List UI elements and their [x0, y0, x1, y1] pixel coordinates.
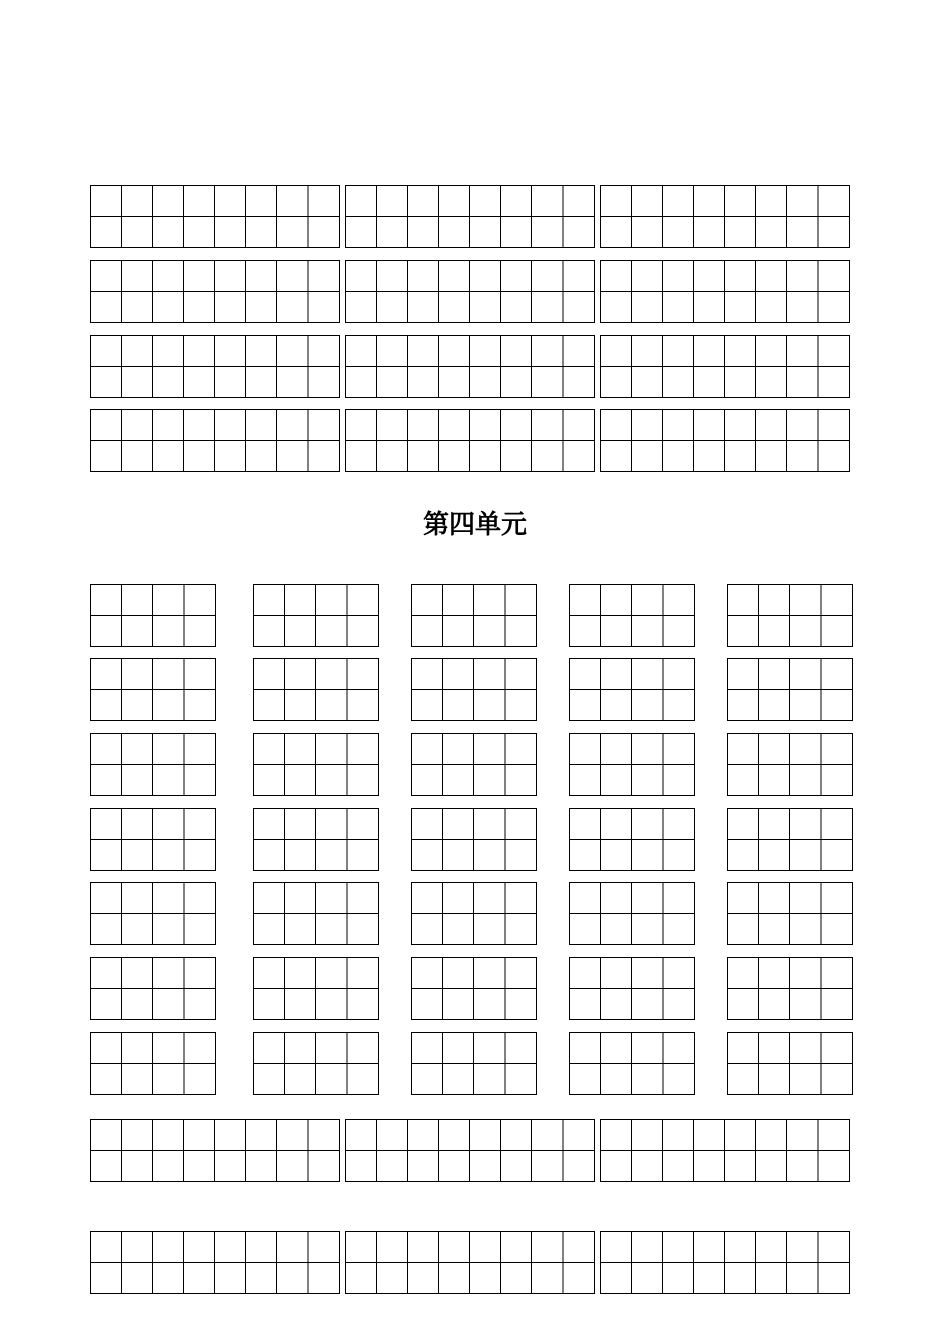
writing-grid: [90, 733, 216, 796]
grid-cell: [787, 336, 849, 397]
grid-cell: [277, 1232, 339, 1293]
grid-cell: [470, 261, 532, 322]
grid-cell: [728, 659, 790, 720]
grid-cell: [663, 1120, 725, 1181]
grid-cell: [570, 809, 632, 870]
grid-cell: [790, 809, 852, 870]
grid-cell: [408, 1120, 470, 1181]
grid-cell: [91, 261, 153, 322]
writing-grid: [253, 808, 379, 871]
grid-cell: [316, 809, 378, 870]
writing-grid: [727, 808, 853, 871]
grid-cell: [632, 734, 694, 795]
grid-cell: [254, 958, 316, 1019]
writing-grid: [90, 1231, 340, 1294]
grid-cell: [663, 410, 725, 471]
writing-grid: [253, 658, 379, 721]
grid-cell: [470, 186, 532, 247]
grid-cell: [470, 336, 532, 397]
grid-cell: [153, 734, 215, 795]
writing-grid: [345, 409, 595, 472]
grid-cell: [790, 585, 852, 646]
writing-grid: [569, 808, 695, 871]
grid-cell: [91, 410, 153, 471]
grid-cell: [474, 734, 536, 795]
grid-cell: [570, 585, 632, 646]
grid-cell: [728, 883, 790, 944]
grid-cell: [153, 958, 215, 1019]
writing-grid: [90, 808, 216, 871]
writing-grid: [411, 658, 537, 721]
writing-grid: [411, 584, 537, 647]
grid-cell: [277, 1120, 339, 1181]
writing-grid: [90, 260, 340, 323]
grid-cell: [570, 659, 632, 720]
grid-cell: [153, 410, 215, 471]
grid-cell: [316, 1033, 378, 1094]
grid-cell: [787, 261, 849, 322]
writing-grid: [90, 957, 216, 1020]
grid-cell: [474, 585, 536, 646]
grid-cell: [790, 883, 852, 944]
grid-cell: [316, 883, 378, 944]
grid-cell: [474, 883, 536, 944]
writing-grid: [345, 335, 595, 398]
grid-cell: [570, 958, 632, 1019]
grid-cell: [728, 734, 790, 795]
writing-grid: [253, 957, 379, 1020]
writing-grid: [600, 185, 850, 248]
grid-cell: [412, 883, 474, 944]
grid-cell: [316, 734, 378, 795]
writing-grid: [90, 882, 216, 945]
writing-grid: [569, 733, 695, 796]
grid-cell: [153, 186, 215, 247]
writing-grid: [253, 882, 379, 945]
writing-grid: [600, 260, 850, 323]
writing-grid: [727, 658, 853, 721]
grid-cell: [601, 261, 663, 322]
grid-cell: [346, 1232, 408, 1293]
grid-cell: [346, 186, 408, 247]
grid-cell: [277, 261, 339, 322]
grid-cell: [601, 186, 663, 247]
grid-cell: [412, 1033, 474, 1094]
grid-cell: [91, 809, 153, 870]
grid-cell: [91, 659, 153, 720]
grid-cell: [277, 336, 339, 397]
grid-cell: [412, 809, 474, 870]
grid-cell: [728, 958, 790, 1019]
grid-cell: [601, 1232, 663, 1293]
grid-cell: [474, 809, 536, 870]
grid-cell: [215, 1120, 277, 1181]
grid-cell: [412, 734, 474, 795]
writing-grid: [727, 957, 853, 1020]
grid-cell: [277, 410, 339, 471]
grid-cell: [532, 410, 594, 471]
grid-cell: [215, 410, 277, 471]
writing-grid: [345, 260, 595, 323]
grid-cell: [153, 1033, 215, 1094]
grid-cell: [725, 410, 787, 471]
grid-cell: [91, 1232, 153, 1293]
writing-grid: [411, 957, 537, 1020]
grid-cell: [728, 585, 790, 646]
grid-cell: [663, 186, 725, 247]
grid-cell: [153, 336, 215, 397]
grid-cell: [408, 1232, 470, 1293]
grid-cell: [725, 1120, 787, 1181]
grid-cell: [91, 734, 153, 795]
writing-grid: [90, 335, 340, 398]
grid-cell: [725, 336, 787, 397]
grid-cell: [787, 1120, 849, 1181]
grid-cell: [215, 336, 277, 397]
grid-cell: [470, 1232, 532, 1293]
grid-cell: [153, 809, 215, 870]
grid-cell: [787, 186, 849, 247]
grid-cell: [346, 261, 408, 322]
grid-cell: [277, 186, 339, 247]
grid-cell: [570, 734, 632, 795]
grid-cell: [254, 734, 316, 795]
grid-cell: [470, 1120, 532, 1181]
grid-cell: [412, 958, 474, 1019]
writing-grid: [90, 185, 340, 248]
grid-cell: [346, 1120, 408, 1181]
writing-grid: [345, 1119, 595, 1182]
writing-grid: [569, 1032, 695, 1095]
grid-cell: [532, 1120, 594, 1181]
writing-grid: [600, 1119, 850, 1182]
grid-cell: [254, 585, 316, 646]
grid-cell: [254, 809, 316, 870]
grid-cell: [663, 1232, 725, 1293]
writing-grid: [90, 409, 340, 472]
grid-cell: [470, 410, 532, 471]
grid-cell: [153, 1232, 215, 1293]
grid-cell: [346, 336, 408, 397]
writing-grid: [569, 957, 695, 1020]
writing-grid: [569, 658, 695, 721]
grid-cell: [91, 1033, 153, 1094]
grid-cell: [474, 958, 536, 1019]
grid-cell: [91, 1120, 153, 1181]
grid-cell: [532, 186, 594, 247]
grid-cell: [215, 1232, 277, 1293]
grid-cell: [91, 336, 153, 397]
grid-cell: [663, 261, 725, 322]
grid-cell: [474, 659, 536, 720]
writing-grid: [253, 733, 379, 796]
grid-cell: [532, 336, 594, 397]
writing-grid: [600, 409, 850, 472]
grid-cell: [153, 585, 215, 646]
grid-cell: [601, 410, 663, 471]
grid-cell: [316, 958, 378, 1019]
writing-grid: [727, 733, 853, 796]
grid-cell: [153, 261, 215, 322]
grid-cell: [632, 1033, 694, 1094]
grid-cell: [790, 734, 852, 795]
grid-cell: [632, 659, 694, 720]
writing-grid: [569, 584, 695, 647]
writing-grid: [411, 733, 537, 796]
grid-cell: [632, 883, 694, 944]
writing-grid: [253, 584, 379, 647]
grid-cell: [153, 1120, 215, 1181]
writing-grid: [345, 185, 595, 248]
grid-cell: [408, 261, 470, 322]
grid-cell: [601, 1120, 663, 1181]
grid-cell: [601, 336, 663, 397]
grid-cell: [790, 958, 852, 1019]
writing-grid: [600, 335, 850, 398]
writing-grid: [90, 584, 216, 647]
grid-cell: [728, 1033, 790, 1094]
grid-cell: [474, 1033, 536, 1094]
grid-cell: [632, 809, 694, 870]
grid-cell: [254, 659, 316, 720]
grid-cell: [725, 186, 787, 247]
writing-grid: [727, 882, 853, 945]
grid-cell: [91, 883, 153, 944]
grid-cell: [787, 1232, 849, 1293]
writing-grid: [90, 1119, 340, 1182]
grid-cell: [91, 186, 153, 247]
grid-cell: [316, 585, 378, 646]
grid-cell: [408, 410, 470, 471]
grid-cell: [728, 809, 790, 870]
grid-cell: [632, 958, 694, 1019]
writing-grid: [727, 1032, 853, 1095]
grid-cell: [570, 883, 632, 944]
grid-cell: [153, 883, 215, 944]
grid-cell: [725, 261, 787, 322]
writing-grid: [345, 1231, 595, 1294]
writing-grid: [569, 882, 695, 945]
writing-grid: [727, 584, 853, 647]
writing-grid: [411, 882, 537, 945]
writing-grid: [90, 658, 216, 721]
grid-cell: [532, 261, 594, 322]
writing-grid: [253, 1032, 379, 1095]
writing-grid: [90, 1032, 216, 1095]
grid-cell: [215, 261, 277, 322]
grid-cell: [663, 336, 725, 397]
grid-cell: [412, 585, 474, 646]
grid-cell: [725, 1232, 787, 1293]
grid-cell: [215, 186, 277, 247]
grid-cell: [346, 410, 408, 471]
grid-cell: [153, 659, 215, 720]
grid-cell: [787, 410, 849, 471]
grid-cell: [570, 1033, 632, 1094]
grid-cell: [408, 186, 470, 247]
writing-grid: [411, 1032, 537, 1095]
grid-cell: [532, 1232, 594, 1293]
grid-cell: [412, 659, 474, 720]
grid-cell: [790, 659, 852, 720]
grid-cell: [408, 336, 470, 397]
grid-cell: [91, 958, 153, 1019]
unit-title: 第四单元: [422, 510, 527, 540]
writing-grid: [600, 1231, 850, 1294]
grid-cell: [254, 883, 316, 944]
grid-cell: [632, 585, 694, 646]
grid-cell: [91, 585, 153, 646]
writing-grid: [411, 808, 537, 871]
grid-cell: [254, 1033, 316, 1094]
grid-cell: [790, 1033, 852, 1094]
grid-cell: [316, 659, 378, 720]
